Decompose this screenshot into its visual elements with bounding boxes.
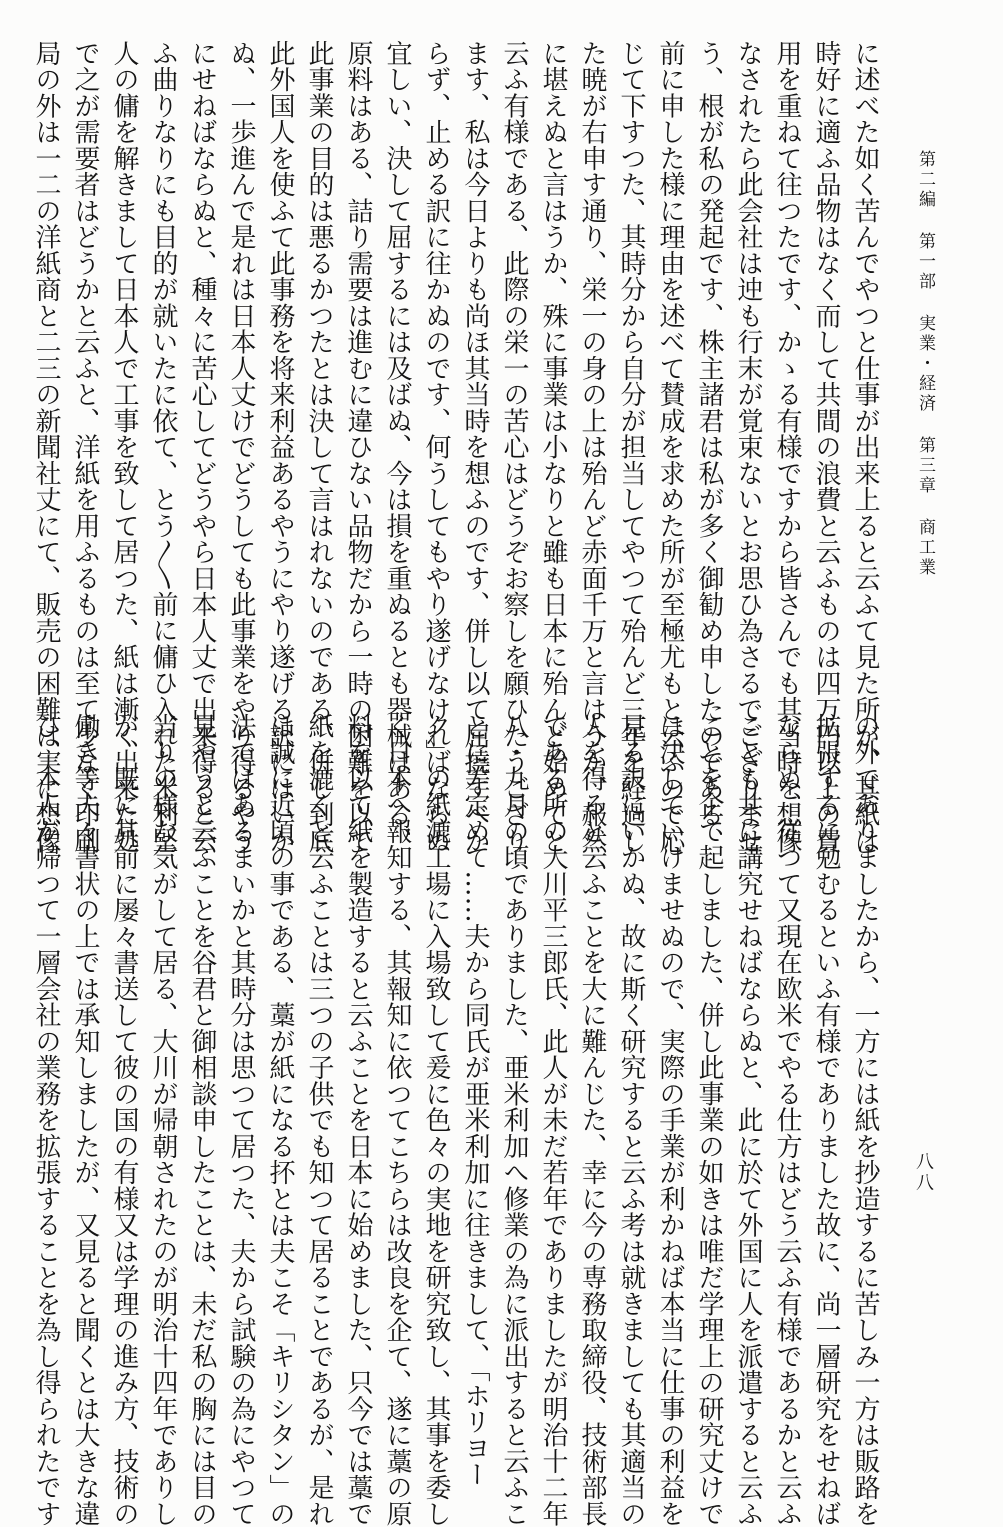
header-division: 第一部	[915, 232, 935, 292]
text-line: 法ではあるまいかと其時分は思つて居つた、夫から試験の為にやつて	[226, 713, 256, 1527]
text-line: 人を得ると云ふことを大に難んじた、幸に今の専務取締役、技術部長	[577, 713, 607, 1527]
text-line: 云ふ有様である、此際の栄一の苦心はどうぞお察しを願ひたうござり	[499, 40, 529, 854]
header-chapter-title: 商工業	[915, 518, 935, 578]
text-line: 拡張するに勉むるといふ有様でありました故に、尚一層研究をせねば	[811, 713, 841, 1527]
header-chapter: 第三章	[915, 436, 935, 496]
text-line: に堪えぬと言はうか、殊に事業は小なりと雖も日本に殆んど始めてと	[538, 40, 568, 854]
text-line: 働き等夫々書状の上では承知しましたが、又見ると聞くとは大きな違	[70, 713, 100, 1527]
text-line: ひ、本人が帰つて一層会社の業務を拡張することを為し得られたです	[31, 713, 61, 1527]
text-line: 局の外は一二の洋紙商と二三の新聞社丈にて、販売の困難は実に想像	[31, 40, 61, 854]
text-line: ことを企て起しました、併し此事業の如きは唯だ学理上の研究丈けで	[694, 713, 724, 1527]
text-line: ふ曲りなりにも目的が就いたに依て、とう〳〵前に傭ひ入れた米利堅	[148, 40, 178, 854]
running-header	[912, 150, 938, 600]
text-block-lower	[31, 713, 884, 1527]
text-line: で之が需要者はどうかと云ふと、洋紙を用ふるものは至て少なく印刷	[70, 40, 100, 854]
text-line: 人の傭を解きまして日本人で工事を致して居つた、紙は漸く出来た処	[109, 40, 139, 854]
text-line: 此事業の目的は悪るかつたとは決して言はれないのである、併し到底	[304, 40, 334, 854]
text-line: く日本へ報知する、其報知に依つてこちらは改良を企て、遂に藁の原	[382, 713, 412, 1527]
text-line: 前に申した様に理由を述べて賛成を求めた所が至極尤もと云ふので応	[655, 40, 685, 854]
text-block-upper	[31, 40, 884, 854]
text-line: 宜しい、決して屈するには及ばぬ、今は損を重ぬるとも器械はある、	[382, 40, 412, 854]
text-line: じて下すつた、其時分から自分が担当してやつて殆んど三年を経過し	[616, 40, 646, 854]
page-number: 八八	[913, 1152, 934, 1194]
text-line: らず、止める訳に往かぬのです、何うしてもやり遂げなければならぬ	[421, 40, 451, 854]
text-line: なされたら此会社は迚も行末が覚束ないとお思ひ為さるでござりませ	[733, 40, 763, 854]
text-line: の外でありましたから、一方には紙を抄造するに苦しみ一方は販路を	[850, 713, 880, 1527]
text-line: 見る訳にいかぬ、故に斯く研究すると云ふ考は就きましても其適当の	[616, 713, 646, 1527]
text-line: 八・九月の頃でありました、亜米利加へ修業の為に派出すると云ふこ	[499, 713, 529, 1527]
text-line: ク」の紙漉工場に入場致して爰に色々の実地を研究致し、其事を委し	[421, 713, 451, 1527]
header-part: 第二編	[915, 150, 935, 210]
text-line: う、根が私の発起です、株主諸君は私が多く御勧め申したのである、	[694, 40, 724, 854]
text-line: である所の大川平三郎氏、此人が未だ若年でありましたが明治十二年	[538, 713, 568, 1527]
text-line: とに差定めて……夫から同氏が亜米利加に往きまして、「ホリヨー	[460, 713, 490, 1488]
text-line: 紙を漉くと云ふことは三つの子供でも知つて居ることであるが、是れ	[304, 713, 334, 1527]
text-line: ことも共に講究せねばならぬと、此に於て外国に人を派遣すると云ふ	[733, 713, 763, 1527]
text-line: 此外国人を使ふて此事務を将来利益あるやうにやり遂げる訳にはいか	[265, 40, 295, 854]
text-line: 時好に適ふ品物はなく而して共間の浪費と云ふものは四万円以上の費	[811, 40, 841, 854]
text-line: 見やうと云ふことを谷君と御相談申したことは、未だ私の胸には目の	[187, 713, 217, 1527]
text-line: 用を重ねて往つたです、かゝる有様ですから皆さんでも其当時を想像	[772, 40, 802, 854]
text-line: 原料はある、詰り需要は進むに違ひない品物だから一時の困難を以て	[343, 40, 373, 854]
text-line: ならぬ、従つて又現在欧米でやる仕方はどう云ふ有様であるかと云ふ	[772, 713, 802, 1527]
text-line: た暁が右申す通り、栄一の身の上は殆んど赤面千万と言はうか、赧然	[577, 40, 607, 854]
text-line: 料を以て紙を製造すると云ふことを日本に始めました、只今では藁で	[343, 713, 373, 1527]
text-line: に述べた如く苦んでやつと仕事が出来上ると云ふて見た所が、其紙は	[850, 40, 880, 854]
text-line: ます、私は今日よりも尚ほ其当時を想ふのです、併し以て屈撓すべか	[460, 40, 490, 854]
text-line: は決していけませぬので、実際の手業が利かねば本当に仕事の利益を	[655, 713, 685, 1527]
text-line: 当りの様な気がして居る、大川が帰朝されたのが明治十四年でありし	[148, 713, 178, 1527]
text-line: は誠に近頃の事である、藁が紙になる抔とは夫こそ「キリシタン」の	[265, 713, 295, 1527]
header-section: 実業・経済	[915, 314, 935, 414]
text-line: が、既に其前に屡々書送して彼の国の有様又は学理の進み方、技術の	[109, 713, 139, 1527]
text-line: ぬ、一歩進んで是れは日本人丈けでどうしても此事業をやり得るやう	[226, 40, 256, 854]
text-line: にせねばならぬと、種々に苦心してどうやら日本人丈で出来得ると云	[187, 40, 217, 854]
